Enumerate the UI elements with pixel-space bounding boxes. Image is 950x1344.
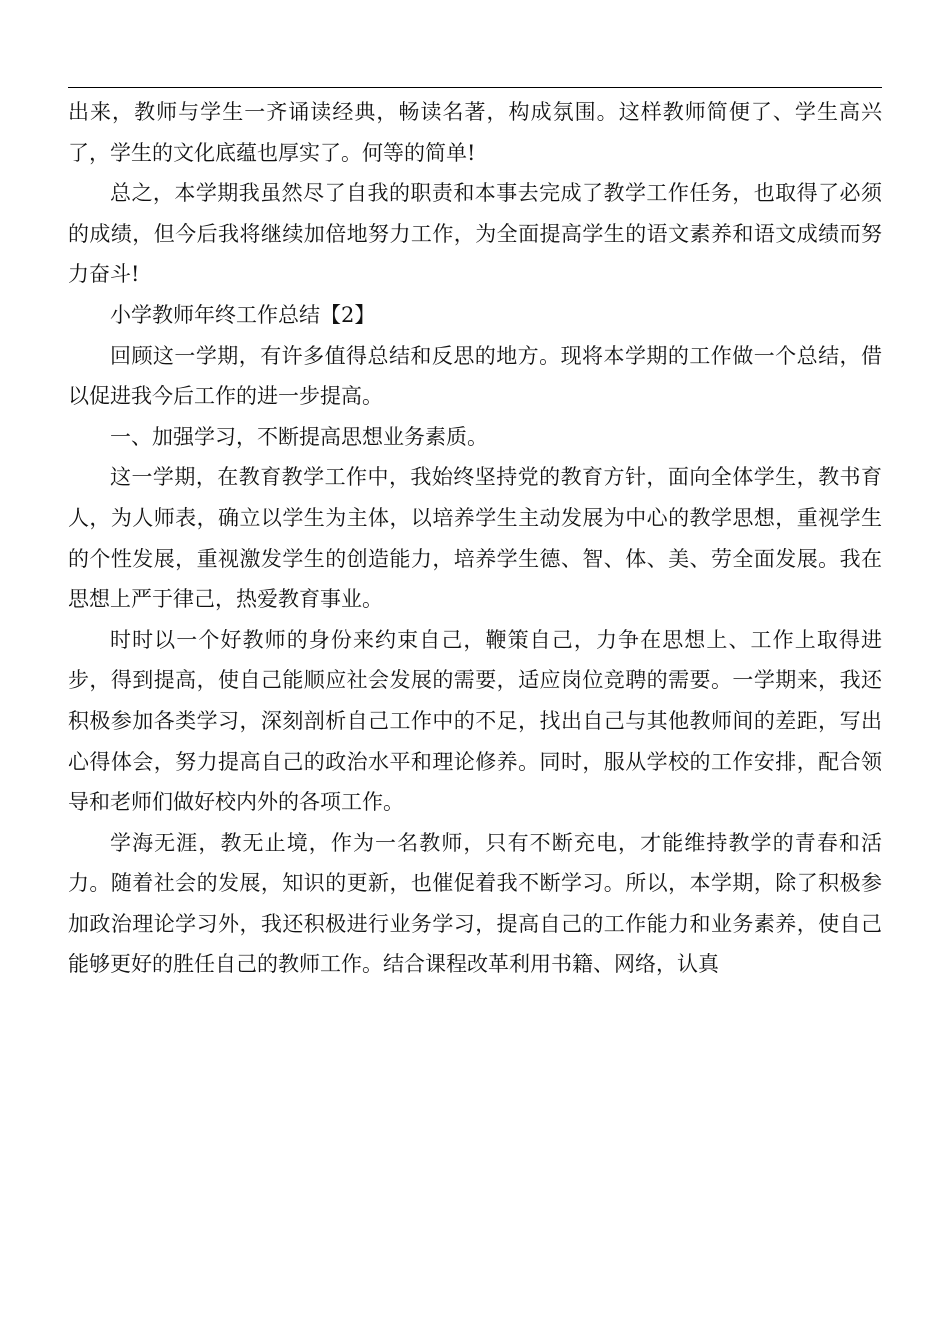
section-heading: 一、加强学习，不断提高思想业务素质。 <box>110 424 488 449</box>
header-rule <box>68 87 882 88</box>
paragraph-review: 回顾这一学期，有许多值得总结和反思的地方。现将本学期的工作做一个总结，借以促进我今后工作的进一步提高。 <box>68 343 882 409</box>
paragraph-learning: 学海无涯，教无止境，作为一名教师，只有不断充电，才能维持教学的青春和活力。随着社会的发展，知识的更新，也催促着我不断学习。所以，本学期，除了积极参加政治理论学习外，我还积极进行业务学习，提高自己的工作能力和业务素养，使自己能够更好的胜任自己的教师工作。结合课程改革利用书籍、网络，认真 <box>68 830 882 977</box>
document-body <box>68 92 882 985</box>
paragraph-summary: 总之，本学期我虽然尽了自我的职责和本事去完成了教学工作任务，也取得了必须的成绩，但今后我将继续加倍地努力工作，为全面提高学生的语文素养和语文成绩而努力奋斗! <box>68 181 882 287</box>
section-title: 小学教师年终工作总结【2】 <box>110 302 376 327</box>
paragraph-continuation: 出来，教师与学生一齐诵读经典，畅读名著，构成氛围。这样教师简便了、学生高兴了，学生的文化底蕴也厚实了。何等的简单! <box>68 100 882 165</box>
paragraph-self-discipline: 时时以一个好教师的身份来约束自己，鞭策自己，力争在思想上、工作上取得进步，得到提高，使自己能顺应社会发展的需要，适应岗位竞聘的需要。一学期来，我还积极参加各类学习，深刻剖析自己工作中的不足，找出自己与其他教师间的差距，写出心得体会，努力提高自己的政治水平和理论修养。同时，服从学校的工作安排，配合领导和老师们做好校内外的各项工作。 <box>68 627 882 815</box>
paragraph-teaching: 这一学期，在教育教学工作中，我始终坚持党的教育方针，面向全体学生，教书育人，为人师表，确立以学生为主体，以培养学生主动发展为中心的教学思想，重视学生的个性发展，重视激发学生的创造能力，培养学生德、智、体、美、劳全面发展。我在思想上严于律己，热爱教育事业。 <box>68 465 882 612</box>
